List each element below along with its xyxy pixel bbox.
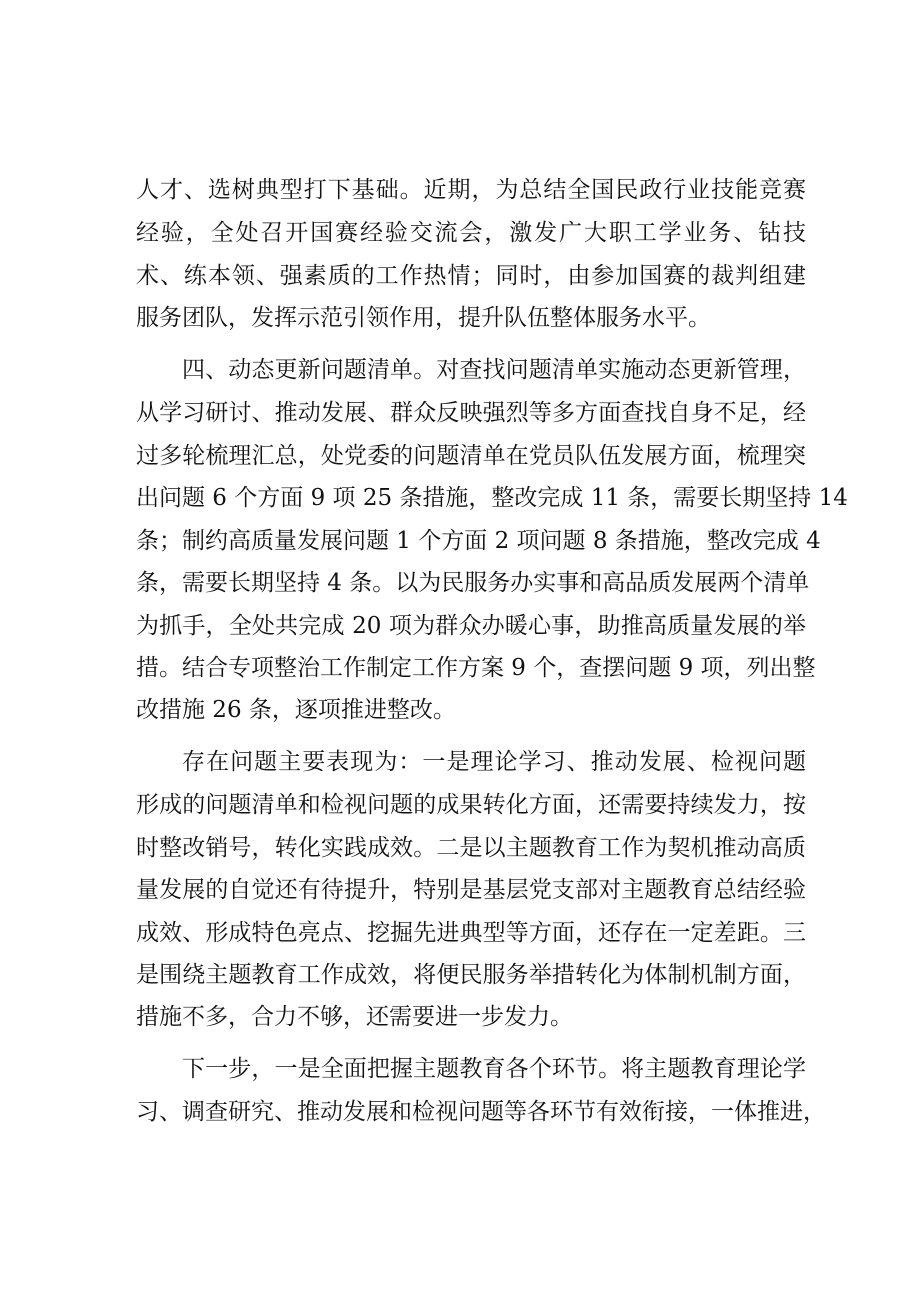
text-line: 经验，全处召开国赛经验交流会，激发广大职工学业务、钻技 (136, 220, 806, 246)
text-line: 措。结合专项整治工作制定工作方案 9 个，查摆问题 9 项，列出整 (136, 655, 816, 681)
text-line: 从学习研讨、推动发展、群众反映强烈等多方面查找自身不足，经 (136, 400, 806, 426)
text-line: 习、调查研究、推动发展和检视问题等各环节有效衔接，一体推进， (136, 1099, 826, 1125)
text-line: 术、练本领、强素质的工作热情；同时，由参加国赛的裁判组建 (136, 263, 806, 289)
paragraph-start-line: 下一步，一是全面把握主题教育各个环节。将主题教育理论学 (182, 1056, 806, 1082)
text-line: 出问题 6 个方面 9 项 25 条措施，整改完成 11 条，需要长期坚持 14 (136, 485, 848, 511)
text-line: 服务团队，发挥示范引领作用，提升队伍整体服务水平。 (136, 305, 711, 331)
text-line: 为抓手，全处共完成 20 项为群众办暖心事，助推高质量发展的举 (136, 613, 806, 639)
text-line: 成效、形成特色亮点、挖掘先进典型等方面，还存在一定差距。三 (136, 920, 806, 946)
text-line: 条；制约高质量发展问题 1 个方面 2 项问题 8 条措施，整改完成 4 (136, 528, 821, 554)
text-line: 措施不多，合力不够，还需要进一步发力。 (136, 1004, 573, 1030)
text-line: 过多轮梳理汇总，处党委的问题清单在党员队伍发展方面，梳理突 (136, 443, 806, 469)
text-line: 时整改销号，转化实践成效。二是以主题教育工作为契机推动高质 (136, 835, 806, 861)
text-line: 形成的问题清单和检视问题的成果转化方面，还需要持续发力，按 (136, 792, 806, 818)
paragraph-start-line: 存在问题主要表现为：一是理论学习、推动发展、检视问题 (182, 749, 806, 775)
paragraph-start-line: 四、动态更新问题清单。对查找问题清单实施动态更新管理， (182, 357, 806, 383)
text-line: 人才、选树典型打下基础。近期，为总结全国民政行业技能竞赛 (136, 177, 806, 203)
text-line: 改措施 26 条，逐项推进整改。 (136, 697, 456, 723)
text-line: 条，需要长期坚持 4 条。以为民服务办实事和高品质发展两个清单 (136, 570, 810, 596)
text-line: 量发展的自觉还有待提升，特别是基层党支部对主题教育总结经验 (136, 877, 806, 903)
text-line: 是围绕主题教育工作成效，将便民服务举措转化为体制机制方面， (136, 962, 806, 988)
